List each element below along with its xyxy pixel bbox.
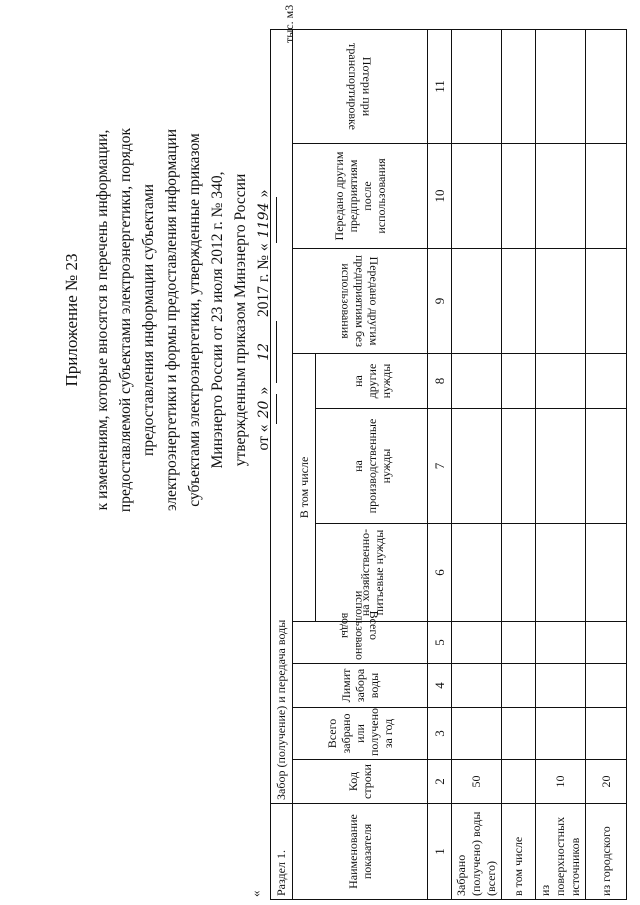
col-other-header: на другие нужды bbox=[316, 354, 428, 409]
header-line: предоставления информации субъектами bbox=[140, 184, 157, 456]
appendix-title: Приложение № 23 bbox=[62, 253, 81, 387]
table-cell bbox=[452, 708, 502, 760]
header-row-1 bbox=[293, 29, 316, 899]
table-cell bbox=[452, 354, 502, 409]
col-total-used-header: Всего использовано воды bbox=[339, 590, 381, 661]
column-number: 1 bbox=[428, 804, 452, 900]
table-row bbox=[452, 29, 502, 899]
row-name: из городского bbox=[586, 804, 627, 900]
column-number: 11 bbox=[428, 29, 452, 143]
table-cell bbox=[502, 409, 536, 524]
table-row bbox=[536, 29, 586, 899]
column-numbers-row bbox=[428, 29, 452, 899]
header-line: предоставляемой субъектами электроэнергетики, порядок bbox=[117, 127, 134, 513]
header-line: утвержденным приказом Минэнерго России bbox=[232, 173, 249, 467]
table-cell bbox=[536, 144, 586, 249]
date-day: 20 bbox=[253, 394, 277, 424]
col-production-header: на производственные нужды bbox=[316, 409, 428, 524]
unit-label: тыс. м3 bbox=[282, 4, 296, 43]
table-cell bbox=[586, 144, 627, 249]
col-total-used-cell bbox=[293, 590, 428, 664]
col-transferred-without-cell bbox=[293, 249, 428, 354]
col-name-header: Наименование показателя bbox=[293, 804, 428, 900]
table-cell bbox=[502, 622, 536, 664]
table-cell bbox=[586, 29, 627, 143]
opening-quote: « bbox=[248, 890, 263, 897]
header-line: электроэнергетики и формы предоставления информации bbox=[163, 128, 180, 512]
table-cell bbox=[586, 249, 627, 354]
row-code bbox=[502, 760, 536, 804]
appendix-header bbox=[0, 5, 272, 635]
column-number: 2 bbox=[428, 760, 452, 804]
table-cell bbox=[536, 29, 586, 143]
col-limit-header: Лимит забора воды bbox=[293, 664, 428, 708]
table-cell bbox=[452, 664, 502, 708]
table-cell bbox=[502, 29, 536, 143]
water-intake-table bbox=[270, 29, 627, 900]
section-title: Забор (получение) и передача воды bbox=[271, 29, 293, 803]
table-cell bbox=[536, 708, 586, 760]
table-cell bbox=[586, 409, 627, 524]
column-number: 10 bbox=[428, 144, 452, 249]
table-cell bbox=[502, 708, 536, 760]
date-mid: » bbox=[255, 386, 272, 395]
table-cell bbox=[452, 29, 502, 143]
table-row bbox=[502, 29, 536, 899]
row-code: 50 bbox=[452, 760, 502, 804]
row-name: из поверхностных источников bbox=[536, 804, 586, 900]
column-number: 7 bbox=[428, 409, 452, 524]
col-losses-header: Потери при транспортировке bbox=[346, 42, 374, 130]
column-number: 6 bbox=[428, 524, 452, 622]
row-code: 20 bbox=[586, 760, 627, 804]
date-year: 2017 г. № « bbox=[255, 243, 272, 317]
table-cell bbox=[536, 622, 586, 664]
table-cell bbox=[536, 354, 586, 409]
table-cell bbox=[586, 622, 627, 664]
column-number: 4 bbox=[428, 664, 452, 708]
table-cell bbox=[502, 144, 536, 249]
table-cell bbox=[586, 708, 627, 760]
table-cell bbox=[502, 524, 536, 622]
table-cell bbox=[586, 664, 627, 708]
section-row bbox=[271, 29, 293, 899]
col-transferred-without-header: Передано другим предприятиям без использования bbox=[339, 255, 381, 347]
table-cell bbox=[452, 144, 502, 249]
row-name: в том числе bbox=[502, 804, 536, 900]
header-line: субъектами электроэнергетики, утвержденные приказом bbox=[186, 133, 203, 507]
column-number: 3 bbox=[428, 708, 452, 760]
table-cell bbox=[536, 409, 586, 524]
table-cell bbox=[536, 664, 586, 708]
table-cell bbox=[452, 524, 502, 622]
header-line: Минэнерго России от 23 июля 2012 г. № 340, bbox=[209, 171, 226, 469]
column-number: 5 bbox=[428, 622, 452, 664]
order-number: 1194 bbox=[253, 197, 277, 243]
header-line: к изменениям, которые вносятся в перечень информации, bbox=[94, 129, 111, 511]
col-household-header: на хозяйственно-питьевые нужды bbox=[316, 524, 428, 622]
table-cell bbox=[502, 664, 536, 708]
column-number: 9 bbox=[428, 249, 452, 354]
table-cell bbox=[586, 354, 627, 409]
section-label: Раздел 1. bbox=[271, 804, 293, 900]
row-code: 10 bbox=[536, 760, 586, 804]
table-cell bbox=[502, 354, 536, 409]
col-total-taken-header: Всего забрано или получено за год bbox=[293, 708, 428, 760]
col-in-that-number-header: В том числе bbox=[293, 354, 316, 622]
date-prefix: от « bbox=[255, 424, 272, 451]
row-name: Забрано (получено) воды (всего) bbox=[452, 804, 502, 900]
table-cell bbox=[536, 249, 586, 354]
date-end: » bbox=[255, 189, 272, 198]
col-transferred-after-header: Передано другим предприятиям после использования bbox=[293, 144, 428, 249]
table-cell bbox=[452, 409, 502, 524]
col-losses-cell bbox=[293, 29, 428, 143]
table-cell bbox=[586, 524, 627, 622]
date-month: 12 bbox=[253, 321, 277, 383]
col-code-header: Код строки bbox=[293, 760, 428, 804]
table-cell bbox=[502, 249, 536, 354]
table-row bbox=[586, 29, 627, 899]
table-cell bbox=[536, 524, 586, 622]
column-number: 8 bbox=[428, 354, 452, 409]
table-cell bbox=[452, 249, 502, 354]
table-cell bbox=[452, 622, 502, 664]
